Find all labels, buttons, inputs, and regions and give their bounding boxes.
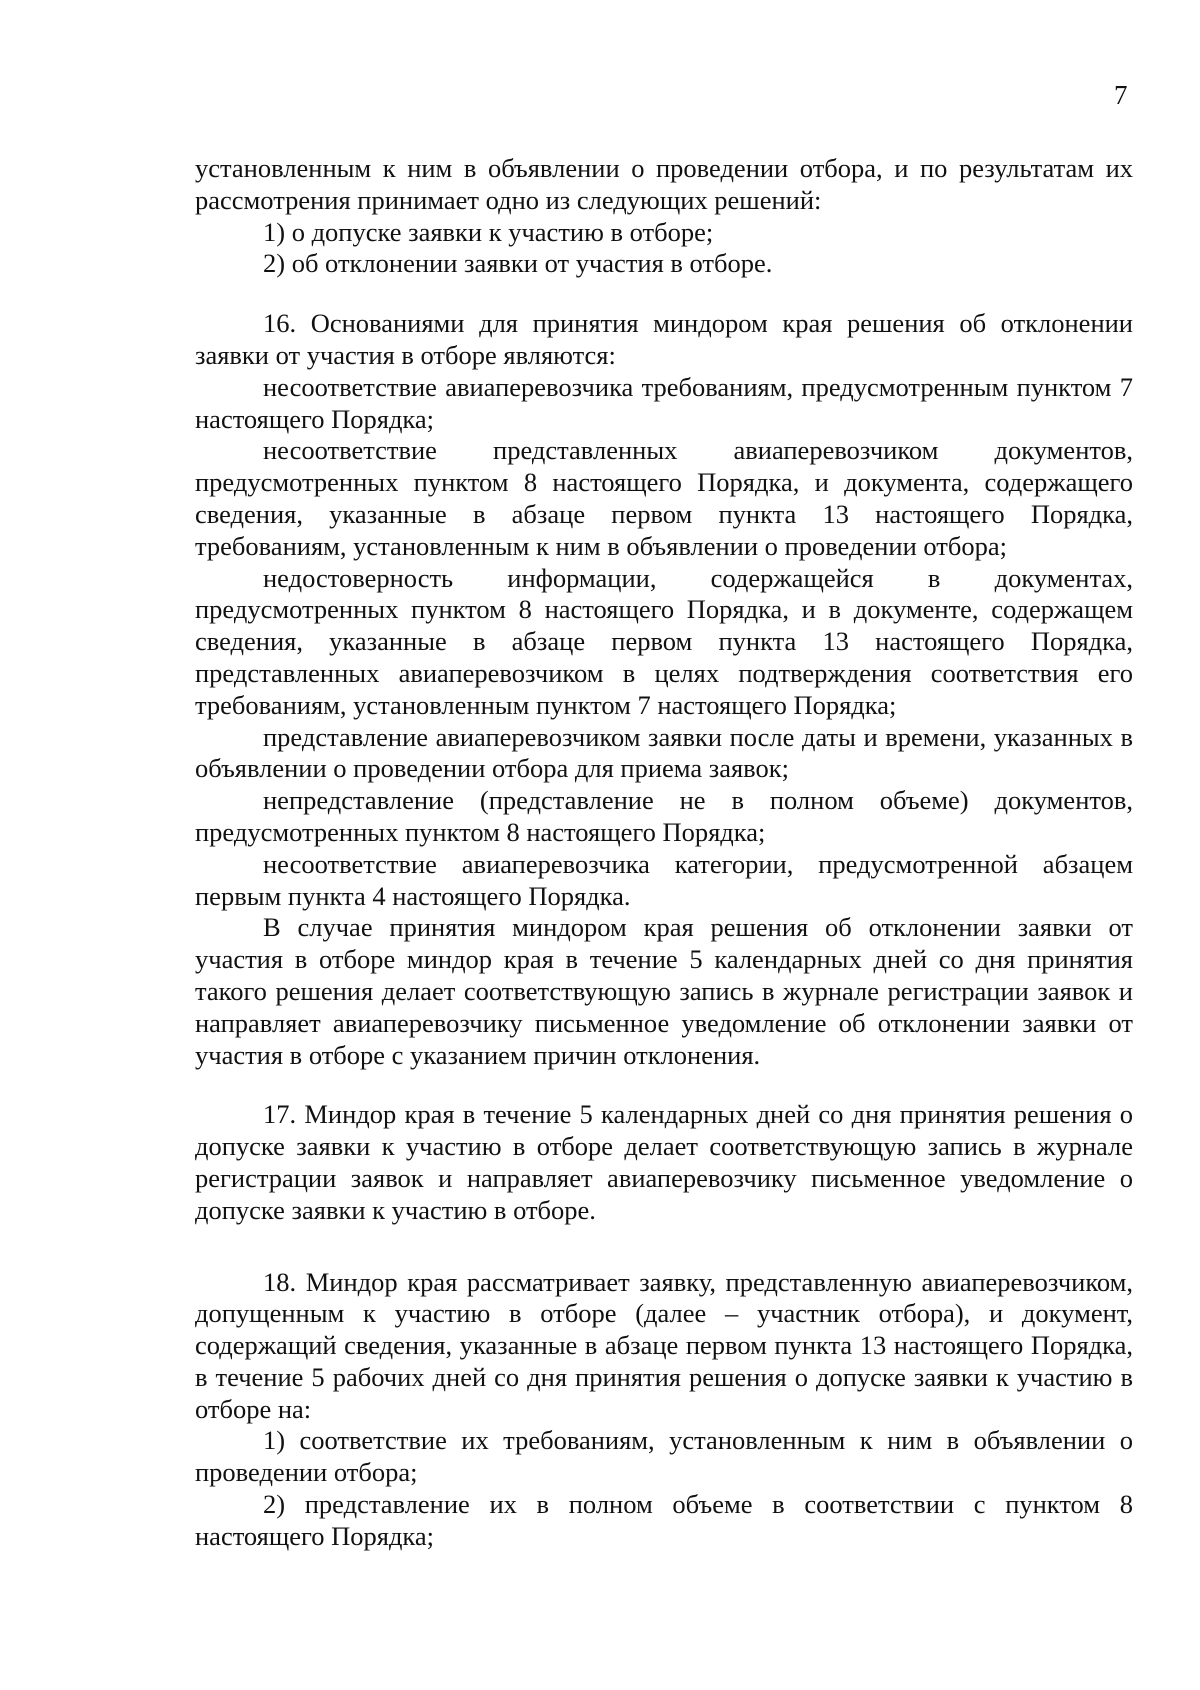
paragraph: установленным к ним в объявлении о проведении отбора, и по результатам их рассмотрения принимает одно из следующих решений: bbox=[195, 153, 1133, 215]
paragraph: непредставление (представление не в полном объеме) документов, предусмотренных пунктом 8 настоящего Порядка; bbox=[195, 785, 1133, 847]
list-item: 1) о допуске заявки к участию в отборе; bbox=[263, 216, 714, 247]
page-number: 7 bbox=[1114, 80, 1128, 110]
section-17-paragraph: 17. Миндор края в течение 5 календарных дней со дня принятия решения о допуске заявки к участию в отборе делает соответствующую запись в журнале регистрации заявок и направляет авиаперевозчику письменное уведомление о допуске заявки к участию в отборе. bbox=[195, 1099, 1133, 1225]
section-16-paragraph: 16. Основаниями для принятия миндором края решения об отклонении заявки от участия в отборе являются: bbox=[195, 308, 1133, 370]
list-item: 2) представление их в полном объеме в соответствии с пунктом 8 настоящего Порядка; bbox=[195, 1489, 1133, 1551]
paragraph: представление авиаперевозчиком заявки после даты и времени, указанных в объявлении о проведении отбора для приема заявок; bbox=[195, 721, 1133, 784]
paragraph: недостоверность информации, содержащейся в документах, предусмотренных пунктом 8 настоящего Порядка, и в документе, содержащем сведения, указанные в абзаце первом пункта 13 настоящего Порядка, представленных авиаперевозчиком в целях подтверждения соответствия его требованиям, установленным пунктом 7 настоящего Порядка; bbox=[195, 562, 1133, 720]
document-body bbox=[195, 153, 1133, 1553]
paragraph: несоответствие авиаперевозчика категории, предусмотренной абзацем первым пункта 4 настоящего Порядка. bbox=[195, 848, 1133, 911]
section-18-paragraph: 18. Миндор края рассматривает заявку, представленную авиаперевозчиком, допущенным к участию в отборе (далее – участник отбора), и документ, содержащий сведения, указанные в абзаце первом пункта 13 настоящего Порядка, в течение 5 рабочих дней со дня принятия решения о допуске заявки к участию в отборе на: bbox=[195, 1266, 1133, 1424]
list-item: 2) об отклонении заявки от участия в отборе. bbox=[263, 248, 773, 279]
paragraph: несоответствие представленных авиаперевозчиком документов, предусмотренных пунктом 8 настоящего Порядка, и документа, содержащего сведения, указанные в абзаце первом пункта 13 настоящего Порядка, требованиям, установленным к ним в объявлении о проведении отбора; bbox=[195, 435, 1133, 561]
paragraph: несоответствие авиаперевозчика требованиям, предусмотренным пунктом 7 настоящего Порядка; bbox=[195, 371, 1133, 434]
list-item: 1) соответствие их требованиям, установленным к ним в объявлении о проведении отбора; bbox=[195, 1425, 1133, 1488]
paragraph: В случае принятия миндором края решения об отклонении заявки от участия в отборе миндор края в течение 5 календарных дней со дня принятия такого решения делает соответствующую запись в журнале регистрации заявок и направляет авиаперевозчику письменное уведомление об отклонении заявки от участия в отборе с указанием причин отклонения. bbox=[195, 912, 1133, 1070]
